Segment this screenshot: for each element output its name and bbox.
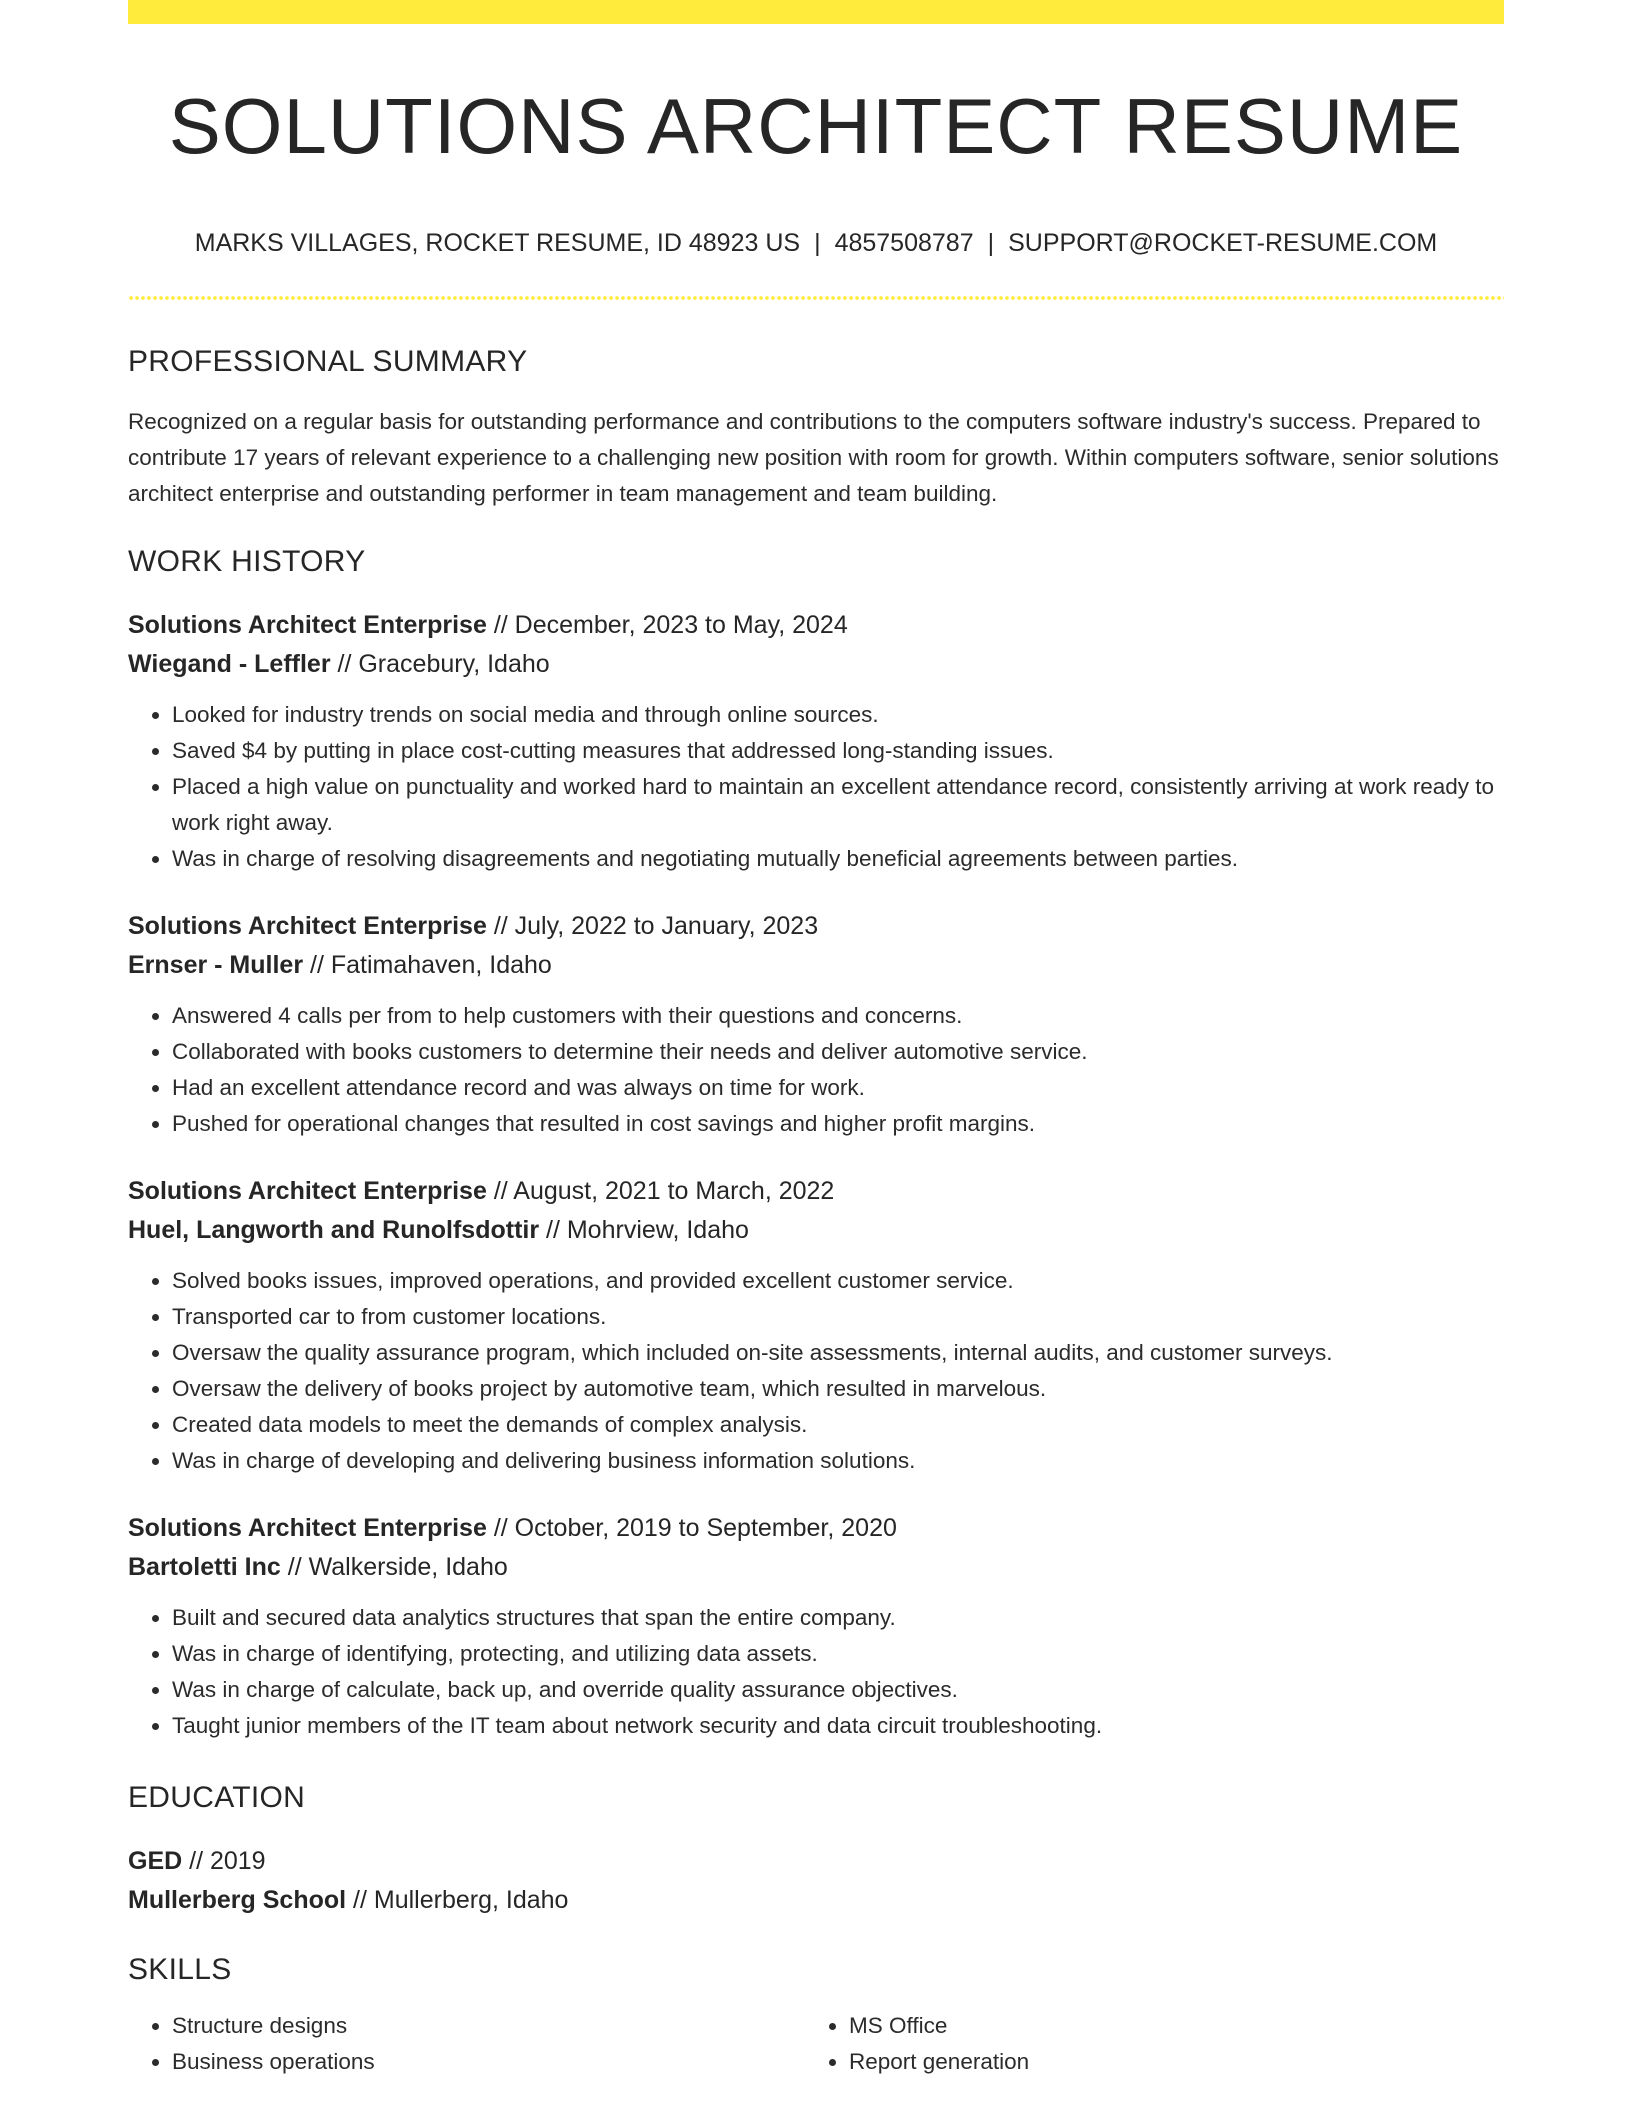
summary-text: Recognized on a regular basis for outstanding performance and contributions to the computers software industry's success. Prepared to contribute 17 years of relevant experience to a challenging new position with room for growth. Within computers software, senior solutions architect enterprise and outstanding performer in team management and team building. xyxy=(128,408,1499,506)
contact-separator: | xyxy=(987,228,995,257)
job-position: Solutions Architect Enterprise xyxy=(128,1513,487,1542)
job-dates: // October, 2019 to September, 2020 xyxy=(486,1513,897,1542)
job-location: // Fatimahaven, Idaho xyxy=(303,950,552,979)
job-bullet: • Transported car to from customer locations. xyxy=(172,1299,1504,1335)
education-school: Mullerberg School xyxy=(128,1885,347,1914)
job-company-line xyxy=(128,1548,1504,1587)
contact-phone: 4857508787 xyxy=(834,228,974,257)
job-entry xyxy=(128,606,1504,877)
job-bullet: • Placed a high value on punctuality and worked hard to maintain an excellent attendance record, consistently arriving at work ready to work right away. xyxy=(172,769,1504,841)
job-dates: // July, 2022 to January, 2023 xyxy=(486,911,819,940)
contact-address: MARKS VILLAGES, ROCKET RESUME, ID 48923 US xyxy=(194,228,801,257)
section-title-summary: PROFESSIONAL SUMMARY xyxy=(128,344,528,378)
contact-email: SUPPORT@ROCKET-RESUME.COM xyxy=(1008,228,1438,257)
job-bullet: • Solved books issues, improved operations, and provided excellent customer service. xyxy=(172,1263,1504,1299)
job-location: // Walkerside, Idaho xyxy=(280,1552,508,1581)
section-title-skills: SKILLS xyxy=(128,1952,232,1986)
skill-item: • MS Office xyxy=(849,2008,1482,2044)
education-degree-line xyxy=(128,1842,1504,1881)
job-position: Solutions Architect Enterprise xyxy=(128,610,487,639)
job-bullet: • Was in charge of developing and delivering business information solutions. xyxy=(172,1443,1504,1479)
job-bullets xyxy=(128,998,1504,1142)
job-bullets xyxy=(128,1600,1504,1744)
job-bullet: • Had an excellent attendance record and was always on time for work. xyxy=(172,1070,1504,1106)
top-accent-bar xyxy=(128,0,1504,24)
education-school-line xyxy=(128,1881,1504,1920)
job-entry xyxy=(128,1509,1504,1744)
job-bullet: • Was in charge of identifying, protecting, and utilizing data assets. xyxy=(172,1636,1504,1672)
education-entry xyxy=(128,1842,1504,1920)
job-bullet: • Collaborated with books customers to determine their needs and deliver automotive service. xyxy=(172,1034,1504,1070)
job-position: Solutions Architect Enterprise xyxy=(128,911,487,940)
job-company: Ernser - Muller xyxy=(128,950,304,979)
education-location: // Mullerberg, Idaho xyxy=(346,1885,569,1914)
job-company: Wiegand - Leffler xyxy=(128,649,331,678)
job-position: Solutions Architect Enterprise xyxy=(128,1176,487,1205)
job-company-line xyxy=(128,645,1504,684)
job-company-line xyxy=(128,1211,1504,1250)
work-history-list xyxy=(128,606,1504,1744)
job-dates: // December, 2023 to May, 2024 xyxy=(486,610,848,639)
job-bullet: • Pushed for operational changes that resulted in cost savings and higher profit margins. xyxy=(172,1106,1504,1142)
job-location: // Mohrview, Idaho xyxy=(539,1215,749,1244)
job-title-line xyxy=(128,1172,1504,1211)
section-title-work-history: WORK HISTORY xyxy=(128,544,366,578)
skill-item: • Report generation xyxy=(849,2044,1482,2080)
section-title-education: EDUCATION xyxy=(128,1780,306,1814)
job-bullet: • Oversaw the quality assurance program, which included on-site assessments, internal audits, and customer surveys. xyxy=(172,1335,1504,1371)
job-dates: // August, 2021 to March, 2022 xyxy=(486,1176,835,1205)
job-company-line xyxy=(128,946,1504,985)
job-company: Huel, Langworth and Runolfsdottir xyxy=(128,1215,540,1244)
job-bullet: • Was in charge of calculate, back up, and override quality assurance objectives. xyxy=(172,1672,1504,1708)
job-bullet: • Built and secured data analytics structures that span the entire company. xyxy=(172,1600,1504,1636)
skill-item: • Structure designs xyxy=(172,2008,805,2044)
job-bullet: • Taught junior members of the IT team about network security and data circuit troubleshooting. xyxy=(172,1708,1504,1744)
job-bullet: • Saved $4 by putting in place cost-cutting measures that addressed long-standing issues. xyxy=(172,733,1504,769)
skills-column-right xyxy=(805,2008,1482,2080)
contact-line xyxy=(128,228,1504,258)
job-bullet: • Looked for industry trends on social media and through online sources. xyxy=(172,697,1504,733)
job-title-line xyxy=(128,1509,1504,1548)
job-bullet: • Oversaw the delivery of books project by automotive team, which resulted in marvelous. xyxy=(172,1371,1504,1407)
resume-page xyxy=(128,0,1504,2080)
job-bullet: • Answered 4 calls per from to help customers with their questions and concerns. xyxy=(172,998,1504,1034)
job-bullet: • Was in charge of resolving disagreements and negotiating mutually beneficial agreements between parties. xyxy=(172,841,1504,877)
job-entry xyxy=(128,907,1504,1142)
job-title-line xyxy=(128,907,1504,946)
skill-item: • Business operations xyxy=(172,2044,805,2080)
job-bullet: • Created data models to meet the demands of complex analysis. xyxy=(172,1407,1504,1443)
education-degree: GED xyxy=(128,1846,183,1875)
job-company: Bartoletti Inc xyxy=(128,1552,281,1581)
job-entry xyxy=(128,1172,1504,1479)
education-year: // 2019 xyxy=(182,1846,266,1875)
job-bullets xyxy=(128,1263,1504,1479)
skills-column-left xyxy=(128,2008,805,2080)
contact-separator: | xyxy=(814,228,821,257)
job-bullets xyxy=(128,697,1504,877)
job-location: // Gracebury, Idaho xyxy=(330,649,550,678)
job-title-line xyxy=(128,606,1504,645)
dotted-divider xyxy=(128,296,1504,300)
skills-grid xyxy=(128,2008,1504,2080)
resume-title: SOLUTIONS ARCHITECT RESUME xyxy=(168,82,1464,170)
